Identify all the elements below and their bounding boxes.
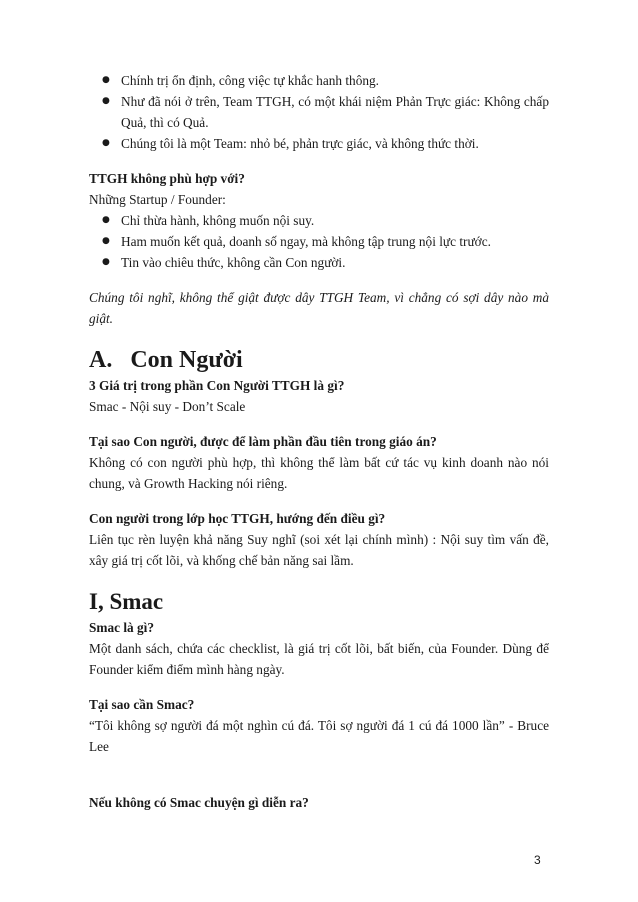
page-number: 3 xyxy=(534,853,541,867)
answer: Không có con người phù hợp, thì không thể làm bất cứ tác vụ kinh doanh nào nói chung, và Growth Hacking nói riêng. xyxy=(89,455,549,491)
unfit-heading: TTGH không phù hợp với? xyxy=(89,171,245,186)
document-page xyxy=(89,70,549,813)
question: Con người trong lớp học TTGH, hướng đến điều gì? xyxy=(89,511,386,526)
italic-quote: Chúng tôi nghĩ, không thể giật được dây TTGH Team, vì chẳng có sợi dây nào mà giật. xyxy=(89,290,549,326)
unfit-bullet-list xyxy=(89,210,549,273)
unfit-subtitle: Những Startup / Founder: xyxy=(89,192,226,207)
list-item: ● Chúng tôi là một Team: nhỏ bé, phản trực giác, và không thức thời. xyxy=(89,133,549,154)
section-a-heading: A. Con Người xyxy=(89,347,243,373)
question: Nếu không có Smac chuyện gì diễn ra? xyxy=(89,795,309,810)
answer: “Tôi không sợ người đá một nghìn cú đá. Tôi sợ người đá 1 cú đá 1000 lần” - Bruce Lee xyxy=(89,718,549,754)
question: Smac là gì? xyxy=(89,620,155,635)
list-item: ● Chính trị ổn định, công việc tự khắc hanh thông. xyxy=(89,70,549,91)
question: Tại sao Con người, được để làm phần đầu tiên trong giáo án? xyxy=(89,434,437,449)
question: Tại sao cần Smac? xyxy=(89,697,195,712)
answer: Smac - Nội suy - Don’t Scale xyxy=(89,399,246,414)
answer: Liên tục rèn luyện khả năng Suy nghĩ (soi xét lại chính mình) : Nội suy tìm vấn đề, xây giá trị cốt lõi, và khống chế bản năng sai lầm. xyxy=(89,532,549,568)
intro-bullet-list xyxy=(89,70,549,154)
list-item: ● Như đã nói ở trên, Team TTGH, có một khái niệm Phản Trực giác: Không chấp Quả, thì có Quả. xyxy=(89,91,549,133)
list-item: ● Ham muốn kết quả, doanh số ngay, mà không tập trung nội lực trước. xyxy=(89,231,549,252)
section-i-heading: I, Smac xyxy=(89,589,164,614)
question: 3 Giá trị trong phần Con Người TTGH là gì? xyxy=(89,378,345,393)
answer: Một danh sách, chứa các checklist, là giá trị cốt lõi, bất biến, của Founder. Dùng để Founder kiểm điểm mình hàng ngày. xyxy=(89,641,549,677)
list-item: ● Chỉ thừa hành, không muốn nội suy. xyxy=(89,210,549,231)
list-item: ● Tin vào chiêu thức, không cần Con người. xyxy=(89,252,549,273)
